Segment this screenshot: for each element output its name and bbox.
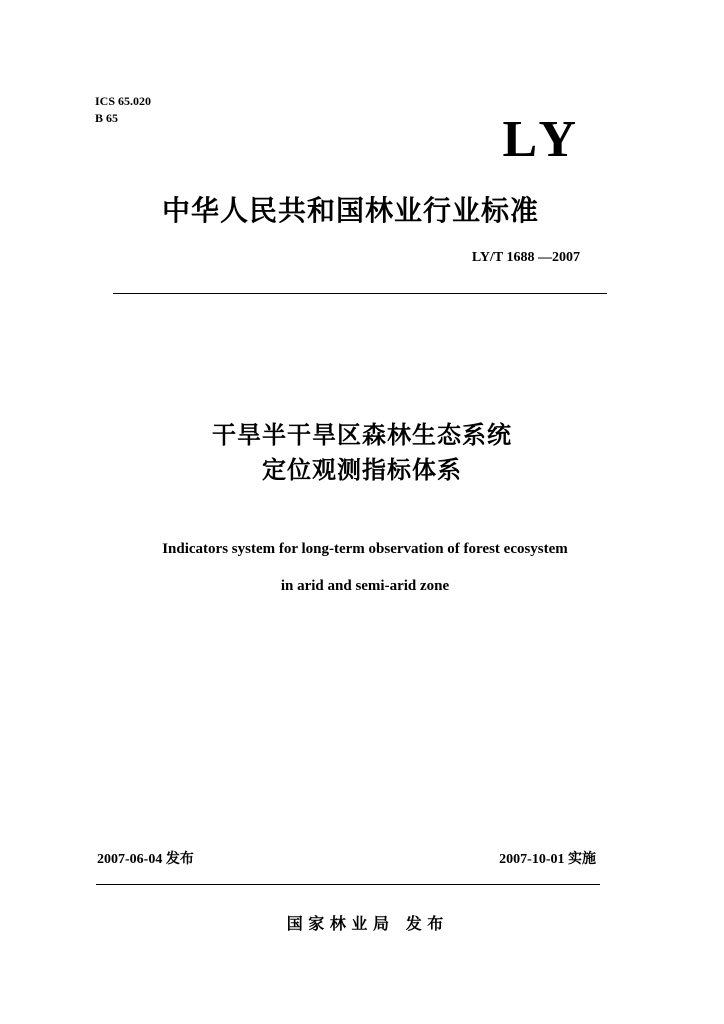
implementation-date: 2007-10-01 实施: [499, 852, 596, 867]
standard-number: LY/T 1688 —2007: [471, 250, 580, 265]
category-code: B 65: [95, 111, 119, 125]
english-title-line-1: Indicators system for long-term observation of forest ecosystem: [162, 541, 568, 557]
issue-date: 2007-06-04 发布: [97, 852, 194, 867]
issuer: 国 家 林 业 局 发 布: [286, 914, 444, 933]
bottom-divider: [96, 884, 600, 885]
top-divider: [113, 293, 607, 294]
standard-mark: LY: [502, 111, 582, 168]
ics-code: ICS 65.020: [95, 94, 152, 108]
standard-title: 中华人民共和国林业行业标准: [162, 194, 540, 227]
chinese-title-line-2: 定位观测指标体系: [262, 456, 462, 484]
english-title-line-2: in arid and semi-arid zone: [280, 578, 450, 594]
chinese-title-line-1: 干旱半干旱区森林生态系统: [212, 421, 512, 449]
